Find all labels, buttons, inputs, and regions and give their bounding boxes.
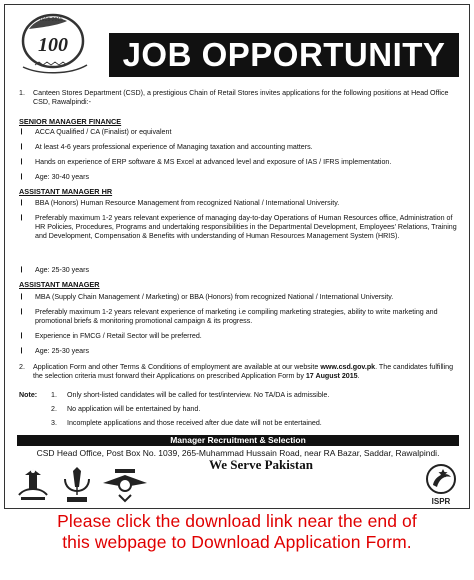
airforce-emblem-icon <box>103 469 147 501</box>
contact-heading: Manager Recruitment & Selection <box>17 435 459 446</box>
army-emblem-icon <box>19 469 47 500</box>
logo-label: 100 <box>38 34 68 56</box>
ispr-logo <box>423 463 459 507</box>
list-item: ❙ Age: 30-40 years <box>19 173 90 181</box>
list-item: ❙ Age: 25-30 years <box>19 266 90 274</box>
list-item: ❙ Hands on experience of ERP software & MS Excel at advanced level and exposure of IAS / IFRS implementation. <box>19 158 392 166</box>
list-item: ❙ Age: 25-30 years <box>19 347 90 355</box>
list-item: ❙ ACCA Qualified / CA (Finalist) or equivalent <box>19 128 172 136</box>
download-instruction-line-2: this webpage to Download Application Form. <box>62 532 412 552</box>
application-paragraph: 2. Application Form and other Terms & Conditions of employment are available at our website www.csd.gov.pk. The candidates fulfilling the selection criteria must forward their Applications on prescribed Application Form by 17 August 2015. <box>19 363 454 381</box>
section-title-assistant-manager-hr: ASSISTANT MANAGER HR <box>19 187 113 196</box>
list-item: ❙ Experience in FMCG / Retail Sector will be preferred. <box>19 332 202 340</box>
deadline-date: 17 August 2015 <box>305 372 358 381</box>
note-label: Note: <box>19 391 38 399</box>
note-item: 1. Only short-listed candidates will be called for test/interview. No TA/DA is admissible. <box>51 391 330 399</box>
job-advertisement <box>4 4 470 509</box>
section-title-assistant-manager: ASSISTANT MANAGER <box>19 280 100 289</box>
note-item: 3. Incomplete applications and those received after due date will not be entertained. <box>51 419 322 427</box>
note-item: 2. No application will be entertained by hand. <box>51 405 201 413</box>
list-item: ❙ At least 4-6 years professional experience of Managing taxation and accounting matters. <box>19 143 313 151</box>
logo-years: 1915-2015 <box>39 17 63 23</box>
list-item: ❙ MBA (Supply Chain Management / Marketing) or BBA (Honors) from recognized National / International University. <box>19 293 394 301</box>
download-instruction-line-1: Please click the download link near the end of <box>57 511 417 531</box>
section-title-senior-manager-finance: SENIOR MANAGER FINANCE <box>19 117 122 126</box>
ispr-label: ISPR <box>431 497 451 506</box>
page-title: JOB OPPORTUNITY <box>109 33 459 77</box>
navy-emblem-icon <box>65 467 89 502</box>
intro-paragraph <box>19 89 459 107</box>
list-item: ❙ Preferably maximum 1-2 years relevant experience of managing day-to-day Operations of Human Resources office, Administration of HR Policies, Procedures, Programs and undertaking responsibilities in the Departmental Development, Employees' Relations, Training and Development, Compensation & Benefits with understanding of Human Resources Management System (HRIS). <box>19 214 457 241</box>
download-instruction <box>0 511 474 553</box>
website-link[interactable]: www.csd.gov.pk <box>320 363 376 371</box>
list-item: ❙ BBA (Honors) Human Resource Management from recognized National / International University. <box>19 199 340 207</box>
list-item: ❙ Preferably maximum 1-2 years relevant experience of marketing i.e compiling marketing strategies, ability to write marketing and promotional briefs & monitoring promotional campaign & its progress. <box>19 308 438 326</box>
intro-text: Canteen Stores Department (CSD), a prestigious Chain of Retail Stores invites applications for the following positions at Head Office CSD, Rawalpindi:- <box>33 89 449 107</box>
contact-address: CSD Head Office, Post Box No. 1039, 265-Muhammad Hussain Road, near RA Bazar, Saddar, Rawalpindi. <box>36 448 440 458</box>
ad-header <box>5 5 469 83</box>
armed-forces-emblems <box>15 465 185 507</box>
slogan: We Serve Pakistan <box>209 457 313 472</box>
intro-number: 1. <box>19 89 25 97</box>
csd-centenary-logo <box>15 9 95 79</box>
